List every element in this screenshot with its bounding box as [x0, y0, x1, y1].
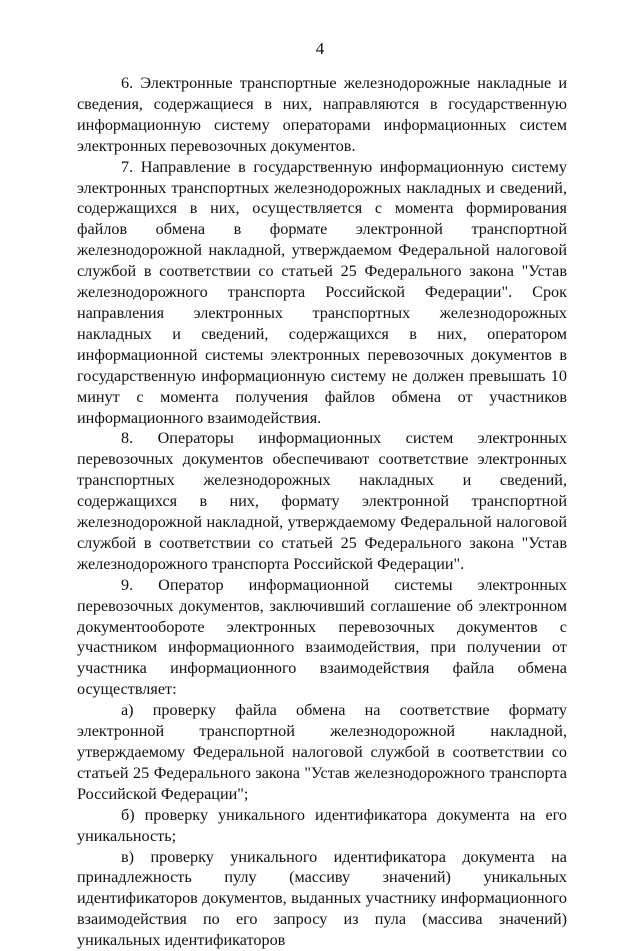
paragraph-9a: а) проверку файла обмена на соответствие формату электронной транспортной железнодорожной накладной, утверждаемому Федеральной налоговой службой в соответствии со статьей 25 Федерального закона "Устав железнодорожного транспорта Российской Федерации"; — [77, 701, 567, 803]
paragraph-9: 9. Оператор информационной системы электронных перевозочных документов, заключивший соглашение об электронном документообороте электронных перевозочных документов с участником информационного взаимодействия, при получении от участника информационного взаимодействия файла обмена осуществляет: — [77, 575, 567, 699]
paragraph-6: 6. Электронные транспортные железнодорожные накладные и сведения, содержащиеся в них, направляются в государственную информационную систему операторами информационных систем электронных перевозочных документов. — [77, 74, 567, 155]
paragraph-9b: б) проверку уникального идентификатора документа на его уникальность; — [77, 805, 567, 845]
paragraph-7: 7. Направление в государственную информационную систему электронных транспортных железнодорожных накладных и сведений, содержащихся в них, осуществляется с момента формирования файлов обмена в формате электронной транспортной железнодорожной накладной, утверждаемом Федеральной налоговой службой в соответствии со статьей 25 Федерального закона "Устав железнодорожного транспорта Российской Федерации". Срок направления электронных транспортных железнодорожных накладных и сведений, содержащихся в них, оператором информационной системы электронных перевозочных документов в государственную информационную систему не должен превышать 10 минут с момента получения файлов обмена от участников информационного взаимодействия. — [77, 157, 567, 427]
paragraph-9v: в) проверку уникального идентификатора документа на принадлежность пулу (массиву значений) уникальных идентификаторов документов, выданных участнику информационного взаимодействия по его запросу из пула (массива значений) уникальных идентификаторов — [77, 847, 567, 950]
document-body — [77, 73, 567, 951]
page-number: 4 — [315, 39, 325, 58]
paragraph-8: 8. Операторы информационных систем электронных перевозочных документов обеспечивают соответствие электронных транспортных железнодорожных накладных и сведений, содержащихся в них, формату электронной транспортной железнодорожной накладной, утверждаемому Федеральной налоговой службой в соответствии со статьей 25 Федерального закона "Устав железнодорожного транспорта Российской Федерации". — [77, 429, 567, 573]
